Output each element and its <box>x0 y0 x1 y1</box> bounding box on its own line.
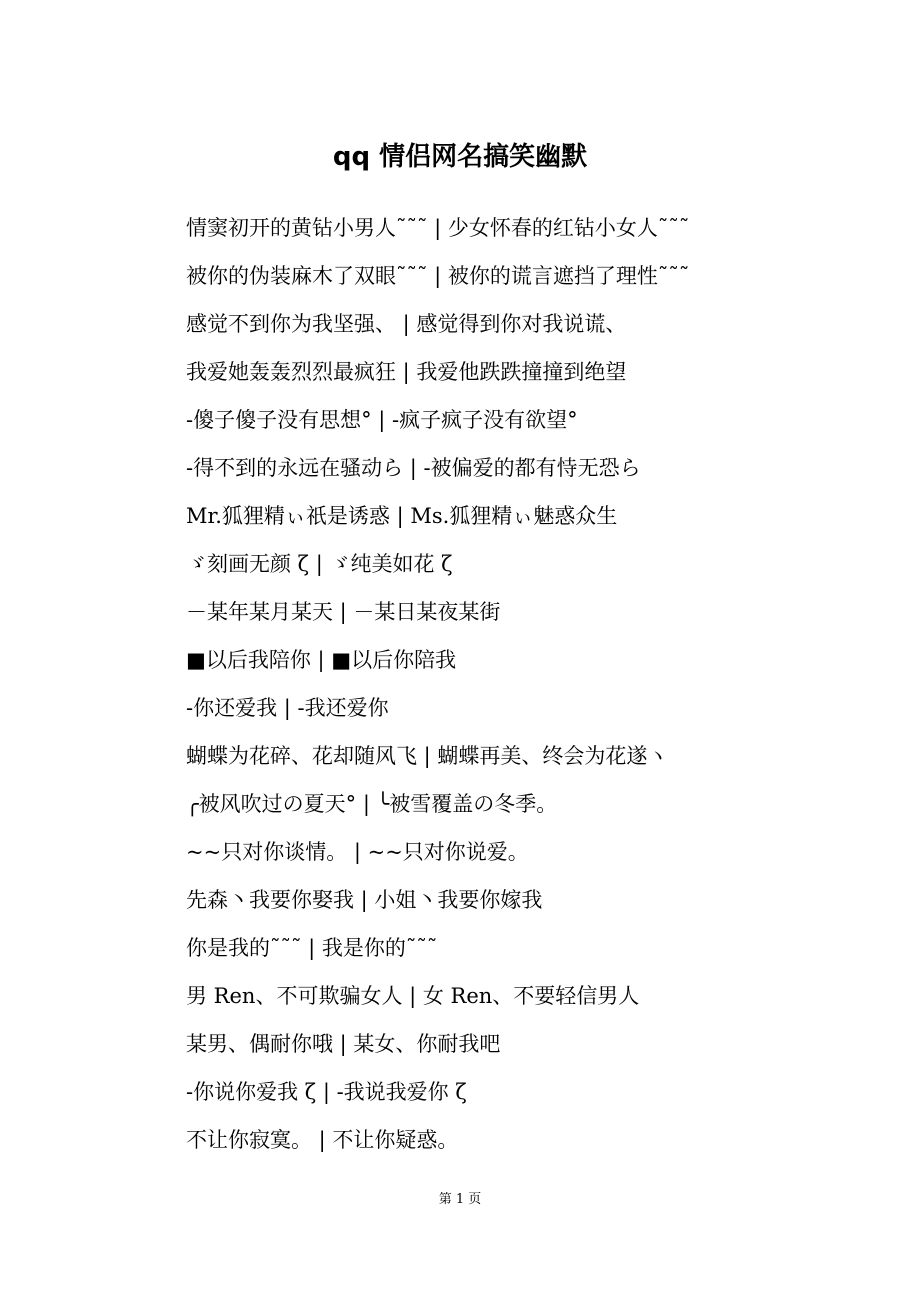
list-item: 被你的伪装麻木了双眼˜˜˜ | 被你的谎言遮挡了理性˜˜˜ <box>186 264 690 288</box>
list-item: 情窦初开的黄钻小男人˜˜˜ | 少女怀春的红钻小女人˜˜˜ <box>186 216 690 240</box>
page-number: 第 1 页 <box>438 1192 482 1207</box>
list-item: ■以后我陪你 | ■以后你陪我 <box>186 648 457 672</box>
list-item: 感觉不到你为我坚强、 | 感觉得到你对我说谎、 <box>186 312 627 336</box>
list-item: ╭被风吹过の夏天° | ╰被雪覆盖の冬季。 <box>186 792 558 816</box>
list-item: 蝴蝶为花碎、花却随风飞 | 蝴蝶再美、终会为花遂ヽ <box>186 744 669 768</box>
list-item: －某年某月某天 | －某日某夜某街 <box>186 600 501 624</box>
list-item: -你还爱我 | -我还爱你 <box>186 696 389 720</box>
list-item: -傻子傻子没有思想° | -疯子疯子没有欲望° <box>186 408 578 432</box>
list-item: -你说你爱我 ζ | -我说我爱你 ζ <box>186 1080 467 1104</box>
list-item: -得不到的永远在骚动ら | -被偏爱的都有恃无恐ら <box>186 456 641 480</box>
list-item: 先森丶我要你娶我 | 小姐丶我要你嫁我 <box>186 888 543 912</box>
list-item: 某男、偶耐你哦 | 某女、你耐我吧 <box>186 1032 501 1056</box>
list-item: ~~只对你谈情。 | ~~只对你说爱。 <box>186 840 529 864</box>
document-title: qq 情侣网名搞笑幽默 <box>332 142 588 172</box>
list-item: 我爱她轰轰烈烈最疯狂 | 我爱他跌跌撞撞到绝望 <box>186 360 627 384</box>
list-item: ゞ刻画无颜 ζ | ゞ纯美如花 ζ <box>186 552 453 576</box>
list-item: 不让你寂寞。 | 不让你疑惑。 <box>186 1128 459 1152</box>
list-item: 男 Ren、不可欺骗女人 | 女 Ren、不要轻信男人 <box>186 984 640 1008</box>
list-item: Mr.狐狸精ぃ祇是诱惑 | Ms.狐狸精ぃ魅惑众生 <box>186 504 618 528</box>
list-item: 你是我的˜˜˜ | 我是你的˜˜˜ <box>186 936 438 960</box>
nickname-list <box>186 204 746 1164</box>
